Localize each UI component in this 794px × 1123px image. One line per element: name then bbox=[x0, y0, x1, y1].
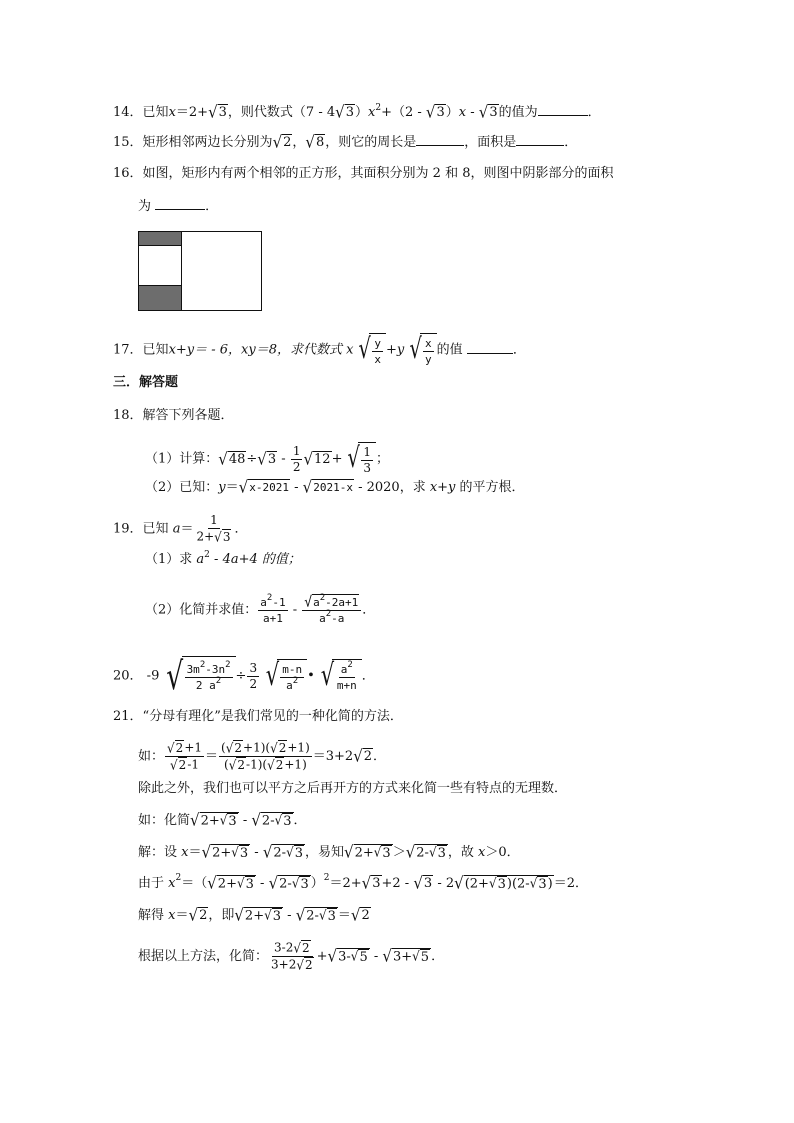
fraction: $\frac{√2+1}{√2-1}$ bbox=[167, 739, 203, 773]
q21-text: 由于 bbox=[138, 875, 169, 891]
q21-text: ． bbox=[293, 812, 307, 828]
q21-number: 21． bbox=[113, 709, 143, 724]
q15-text: ． bbox=[564, 135, 578, 150]
q18-text: - bbox=[277, 451, 290, 467]
answer-blank[interactable] bbox=[538, 101, 588, 116]
q16-text: 为 bbox=[138, 199, 156, 214]
var-x: x bbox=[168, 105, 176, 120]
var-x: x bbox=[367, 105, 376, 120]
q17-condition: x+y＝ - 6，xy＝8，求代数式 bbox=[168, 342, 347, 358]
sqrt: √3 bbox=[413, 873, 433, 893]
sqrt: √ $\frac{3m^2-3n^2}{2 a^2}$ bbox=[159, 656, 235, 696]
fraction: $\frac{√a^2-2a+1}{a^2-a}$ bbox=[302, 594, 361, 626]
q17-number: 17． bbox=[113, 342, 143, 358]
q14-number: 14． bbox=[113, 105, 143, 120]
q21-text: ） bbox=[310, 875, 324, 891]
q21-text: ． bbox=[373, 749, 387, 764]
sqrt: √2-√3 bbox=[405, 842, 446, 862]
q15-text: ， bbox=[292, 135, 306, 150]
shaded-region-bottom bbox=[139, 286, 182, 311]
fraction: $\frac{1}{2+√3}$ bbox=[196, 513, 231, 545]
shaded-region-top bbox=[139, 232, 182, 246]
q19-number: 19． bbox=[113, 521, 143, 537]
var-x: x bbox=[181, 844, 189, 860]
sqrt: √3 bbox=[335, 102, 354, 123]
q19-text: ＝ bbox=[180, 521, 194, 537]
q21-text: - bbox=[250, 844, 263, 860]
q21-text: ＝（ bbox=[181, 875, 208, 891]
q21-text: ，即 bbox=[208, 907, 235, 923]
sqrt: √12 bbox=[303, 448, 331, 469]
sqrt: √3+√5 bbox=[382, 946, 430, 967]
q19-text: - bbox=[288, 602, 302, 618]
fraction: $\frac{3-2√2}{3+2√2}$ bbox=[271, 939, 313, 973]
q14-text: ） bbox=[354, 105, 368, 120]
sqrt: √ $\frac{1}{3}$ bbox=[342, 442, 375, 476]
sqrt: √2+√3 bbox=[201, 842, 249, 862]
answer-blank[interactable] bbox=[155, 195, 205, 210]
q16-text: ． bbox=[205, 199, 219, 214]
sqrt: √3 bbox=[257, 448, 277, 469]
exponent: 2 bbox=[375, 102, 382, 113]
sqrt: √2-√3 bbox=[295, 905, 336, 925]
sqrt: √2-√3 bbox=[262, 842, 304, 862]
q20-text: ÷ bbox=[235, 668, 247, 684]
q21-text: 根据以上方法，化简： bbox=[138, 949, 269, 964]
part-label: （2）化简并求值： bbox=[145, 602, 258, 618]
sqrt: √8 bbox=[305, 132, 325, 153]
q21-text: ＞ bbox=[392, 844, 406, 860]
q18-text: 的平方根． bbox=[455, 479, 525, 495]
q20-number: 20． bbox=[113, 668, 143, 684]
q21-text: 除此之外，我们也可以平方之后再开方的方式来化简一些有特点的无理数． bbox=[138, 781, 568, 796]
rectangle-figure bbox=[138, 231, 262, 311]
q18-text: + bbox=[331, 451, 343, 467]
var-a: a bbox=[196, 552, 205, 567]
sqrt: √2-√3 bbox=[251, 810, 292, 830]
sqrt: √2+√3 bbox=[234, 905, 282, 925]
q19-text: ． bbox=[234, 521, 248, 537]
q21-text: - bbox=[369, 949, 383, 964]
q16-text: 如图，矩形内有两个相邻的正方形，其面积分别为 2 和 8，则图中阴影部分的面积 bbox=[142, 166, 614, 181]
q15-number: 15． bbox=[113, 135, 143, 150]
q21-text: ＝3+2 bbox=[312, 749, 354, 764]
sqrt: √2+√3 bbox=[207, 873, 254, 893]
q21-text: 解：设 bbox=[138, 844, 182, 860]
q18-text: 解答下列各题． bbox=[142, 408, 234, 423]
fraction: $\frac{a^2-1}{a+1}$ bbox=[260, 592, 286, 625]
var-x: x bbox=[478, 844, 486, 860]
q21-text: ＝2． bbox=[553, 875, 588, 891]
q21-text: + bbox=[316, 949, 328, 964]
sqrt: √48 bbox=[218, 448, 246, 469]
answer-blank[interactable] bbox=[467, 339, 513, 354]
answer-blank-perimeter[interactable] bbox=[416, 131, 464, 146]
q21-text: ＝2+ bbox=[329, 875, 362, 891]
q17-text: 的值 bbox=[436, 342, 467, 358]
answer-blank-area[interactable] bbox=[516, 131, 564, 146]
q21-text: - bbox=[238, 812, 252, 828]
exponent: 2 bbox=[323, 873, 330, 884]
section-title: 三．解答题 bbox=[113, 375, 179, 390]
sqrt: √x-2021 bbox=[238, 477, 289, 497]
q15-text: ，则它的周长是 bbox=[325, 135, 417, 150]
sqrt: √3 bbox=[425, 102, 445, 123]
sqrt: √3 bbox=[208, 102, 227, 123]
sqrt: √3 bbox=[478, 102, 498, 123]
sqrt: √2 bbox=[188, 905, 208, 925]
part-label: （1）求 bbox=[145, 552, 197, 567]
q19-text: - 4a+4 的值； bbox=[209, 552, 301, 567]
var-x: x bbox=[168, 875, 176, 891]
q21-text: - 2 bbox=[433, 875, 455, 891]
sqrt: √2+√3 bbox=[190, 810, 237, 830]
q20-text: ． bbox=[361, 668, 375, 684]
var-a: a bbox=[172, 521, 181, 537]
fraction: $\frac{(√2+1)(√2+1)}{(√2-1)(√2+1)}$ bbox=[221, 739, 310, 773]
q21-text: ． bbox=[431, 949, 445, 964]
q18-text: ÷ bbox=[246, 451, 258, 467]
q14-text: 的值为 bbox=[498, 105, 538, 120]
sqrt: √ $\frac{x}{y}$ bbox=[404, 333, 436, 367]
q21-text: ＞0． bbox=[485, 844, 520, 860]
q16-number: 16． bbox=[113, 166, 143, 181]
sqrt: √ $\frac{y}{x}$ bbox=[353, 333, 385, 367]
var-x: x bbox=[346, 342, 354, 358]
sqrt: √2021-x bbox=[302, 477, 353, 497]
q14-text: ，则代数式（7 - 4 bbox=[227, 105, 336, 120]
var-x: x bbox=[168, 907, 176, 923]
sqrt: √2 bbox=[272, 132, 292, 153]
q17-text: 已知 bbox=[142, 342, 169, 358]
q18-text: - bbox=[289, 479, 303, 495]
fraction: $\frac{3}{2}$ bbox=[249, 660, 258, 691]
q14-text: ． bbox=[587, 105, 601, 120]
var-y: y bbox=[218, 479, 226, 495]
q21-text: ＝ bbox=[337, 907, 351, 923]
q18-text: - 2020，求 bbox=[353, 479, 430, 495]
sqrt: √2-√3 bbox=[268, 873, 309, 893]
q21-text: ，易知 bbox=[305, 844, 345, 860]
q17-text: ． bbox=[512, 342, 526, 358]
q15-text: 矩形相邻两边长分别为 bbox=[142, 135, 273, 150]
sqrt: √3-√5 bbox=[327, 946, 368, 967]
sqrt: √(2+√3)(2-√3) bbox=[454, 873, 553, 893]
small-square bbox=[139, 246, 182, 286]
q21-text: 如：化简 bbox=[138, 812, 191, 828]
sqrt: √2+√3 bbox=[344, 842, 391, 862]
q20-text: • bbox=[307, 668, 315, 684]
q18-text: ； bbox=[375, 451, 389, 467]
q14-text: 已知 bbox=[142, 105, 169, 120]
exponent: 2 bbox=[204, 549, 210, 560]
q21-text: 如： bbox=[138, 749, 165, 764]
q21-text: - bbox=[283, 907, 296, 923]
q19-text: ． bbox=[362, 602, 376, 618]
q20-text: -9 bbox=[142, 668, 160, 684]
q14-text: ） bbox=[445, 105, 459, 120]
q18-number: 18． bbox=[113, 408, 143, 423]
q18-text: ＝ bbox=[225, 479, 239, 495]
q19-text: 已知 bbox=[142, 521, 173, 537]
q14-text: +（2 - bbox=[381, 105, 426, 120]
sqrt: √ $\frac{m-n}{a^2}$ bbox=[260, 659, 307, 693]
fraction: $\frac{1}{2}$ bbox=[292, 443, 301, 474]
q17-text: +y bbox=[385, 342, 405, 358]
part-label: （1）计算： bbox=[145, 451, 219, 467]
q21-text: ＝ bbox=[205, 749, 219, 764]
q21-text: ＝ bbox=[188, 844, 202, 860]
var-x: x bbox=[458, 105, 467, 120]
q21-text: 解得 bbox=[138, 907, 169, 923]
q14-text: ＝2+ bbox=[175, 105, 209, 120]
q21-text: “分母有理化”是我们常见的一种化简的方法． bbox=[142, 709, 403, 724]
sqrt: √3 bbox=[361, 873, 381, 893]
sqrt: √2 bbox=[353, 746, 373, 767]
q21-text: - bbox=[255, 875, 269, 891]
sqrt: √ $\frac{a^2}{m+n}$ bbox=[315, 659, 362, 693]
sqrt: √2 bbox=[350, 905, 370, 925]
exponent: 2 bbox=[175, 873, 182, 884]
var-xy: x+y bbox=[429, 479, 456, 495]
q14-text: - bbox=[466, 105, 479, 120]
part-label: （2）已知： bbox=[145, 479, 219, 495]
q15-text: ，面积是 bbox=[464, 135, 517, 150]
q21-text: ＝ bbox=[175, 907, 189, 923]
q21-text: ，故 bbox=[447, 844, 479, 860]
q21-text: +2 - bbox=[381, 875, 414, 891]
